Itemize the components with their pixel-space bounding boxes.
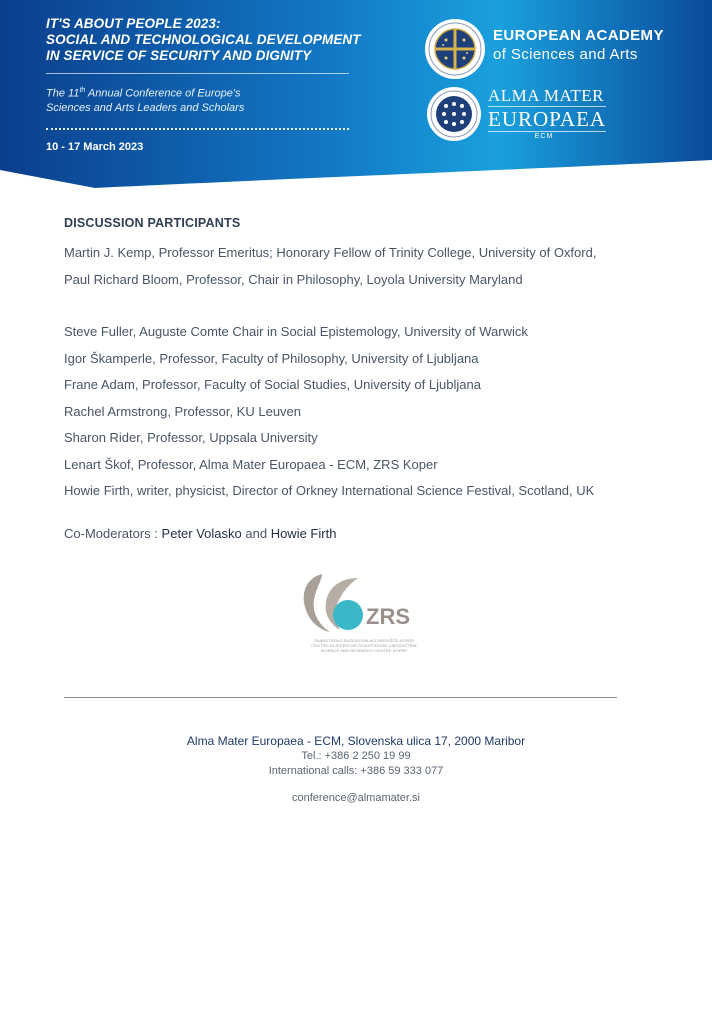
alma-name-line-2: EUROPAEA	[488, 107, 607, 131]
title-line-1: IT'S ABOUT PEOPLE 2023:	[46, 16, 221, 31]
subtitle-pre: The 11	[46, 87, 80, 100]
subtitle-sup: th	[79, 87, 86, 94]
academy-name	[493, 27, 664, 65]
footer-email-link[interactable]: conference@almamater.si	[292, 792, 420, 804]
title-line-2: SOCIAL AND TECHNOLOGICAL DEVELOPMENT	[46, 32, 361, 47]
academy-name-line-2: of Sciences and Arts	[493, 46, 638, 63]
section-heading: DISCUSSION PARTICIPANTS	[64, 216, 241, 230]
co-moderators	[64, 526, 336, 541]
moderator-name-1: Peter Volasko	[161, 526, 242, 541]
footer-divider	[64, 697, 617, 698]
alma-name-line-1: ALMA MATER	[488, 86, 604, 105]
alma-mater-seal-icon	[426, 86, 482, 142]
participant-row: Igor Škamperle, Professor, Faculty of Philosophy, University of Ljubljana	[64, 350, 479, 366]
participant-row: Lenart Škof, Professor, Alma Mater Europaea - ECM, ZRS Koper	[64, 456, 438, 472]
footer-international-calls: International calls: +386 59 333 077	[268, 765, 444, 777]
footer-address: Alma Mater Europaea - ECM, Slovenska ulica 17, 2000 Maribor	[186, 734, 526, 748]
participants-list	[64, 240, 596, 505]
title-divider	[46, 73, 349, 74]
alma-name-line-3: ECM	[534, 133, 554, 140]
academy-seal-icon	[424, 18, 486, 80]
zrs-caption-line: SCIENCE AND RESEARCH CENTRE KOPER	[320, 648, 408, 653]
zrs-caption-line: CENTRO DI RICERCHE SCIENTIFICHE CAPODISTRIA	[311, 643, 417, 648]
co-moderators-label: Co-Moderators :	[64, 526, 162, 541]
participant-row: Paul Richard Bloom, Professor, Chair in Philosophy, Loyola University Maryland	[64, 271, 523, 287]
zrs-caption-line: ZNANSTVENO-RAZISKOVALNO SREDIŠČE KOPER	[314, 638, 414, 643]
academy-name-line-1: EUROPEAN ACADEMY	[493, 27, 664, 44]
footer	[0, 733, 712, 804]
participant-row: Rachel Armstrong, Professor, KU Leuven	[64, 403, 302, 419]
participant-row: Steve Fuller, Auguste Comte Chair in Social Epistemology, University of Warwick	[64, 324, 528, 339]
dotted-divider	[46, 128, 349, 130]
participant-row: Martin J. Kemp, Professor Emeritus; Honorary Fellow of Trinity College, University of Oxford,	[64, 245, 597, 260]
participant-row: Sharon Rider, Professor, Uppsala University	[64, 430, 318, 445]
footer-telephone: Tel.: +386 2 250 19 99	[301, 750, 411, 762]
subtitle-post: Annual Conference of Europe's	[85, 87, 241, 100]
title-line-3: IN SERVICE OF SECURITY AND DIGNITY	[46, 48, 312, 63]
alma-mater-name	[488, 86, 606, 140]
group-spacer	[64, 293, 596, 319]
conference-dates: 10 - 17 March 2023	[46, 141, 144, 153]
participant-row: Howie Firth, writer, physicist, Director of Orkney International Science Festival, Scotland, UK	[64, 483, 595, 498]
subtitle-line-2: Sciences and Arts Leaders and Scholars	[46, 101, 245, 114]
zrs-logo-text: ZRS	[366, 604, 410, 629]
header-banner	[0, 0, 712, 190]
zrs-caption	[304, 638, 424, 653]
moderator-joiner: and	[241, 526, 271, 541]
conference-subtitle	[46, 84, 244, 115]
conference-title	[46, 16, 361, 64]
zrs-logo	[300, 572, 424, 638]
participant-row: Frane Adam, Professor, Faculty of Social Studies, University of Ljubljana	[64, 377, 481, 392]
moderator-name-2: Howie Firth	[270, 526, 337, 541]
